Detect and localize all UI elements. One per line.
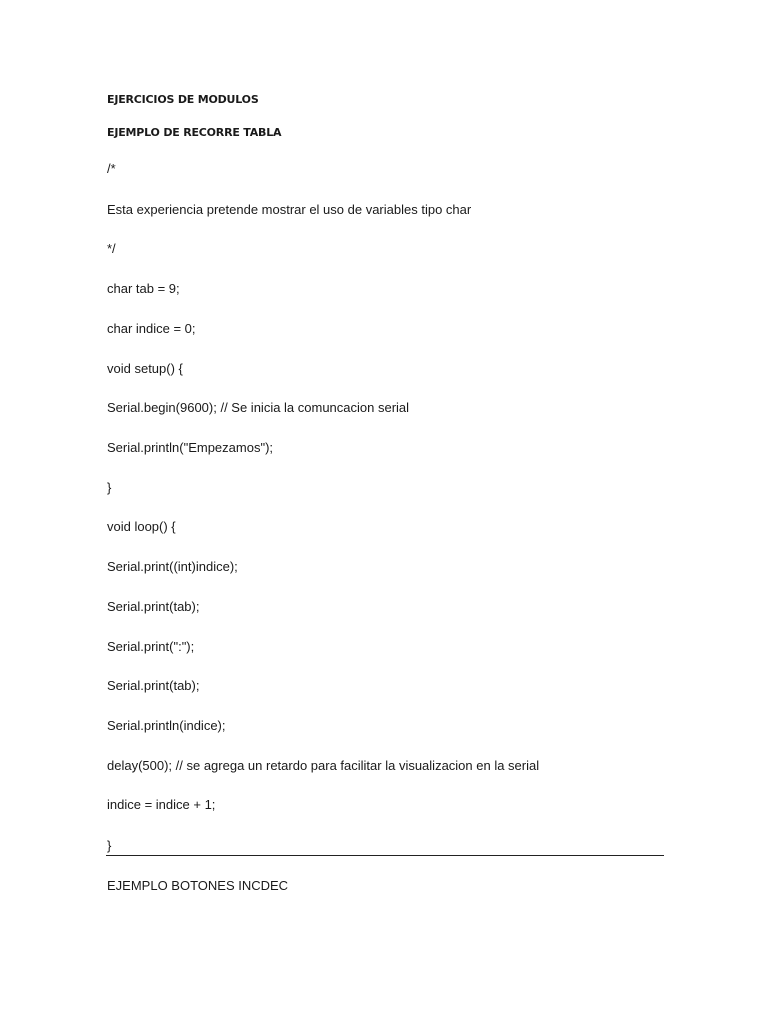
code-line: indice = indice + 1;	[107, 797, 216, 812]
code-line: */	[107, 241, 116, 256]
code-line: delay(500); // se agrega un retardo para facilitar la visualizacion en la serial	[107, 758, 540, 773]
code-line: }	[107, 480, 112, 495]
code-line: Serial.println(indice);	[107, 718, 226, 733]
code-line: Serial.print((int)indice);	[107, 559, 238, 574]
code-line: /*	[107, 161, 116, 176]
code-line: Serial.println("Empezamos");	[107, 440, 274, 455]
code-line: char indice = 0;	[107, 321, 196, 336]
code-line: Serial.print(tab);	[107, 678, 200, 693]
code-line: void loop() {	[107, 519, 176, 534]
code-line: Esta experiencia pretende mostrar el uso de variables tipo char	[107, 202, 472, 217]
code-line: Serial.print(":");	[107, 639, 195, 654]
code-line: }	[107, 838, 112, 853]
code-line: char tab = 9;	[107, 281, 180, 296]
document-title: EJERCICIOS DE MODULOS	[107, 93, 259, 106]
section-title: EJEMPLO DE RECORRE TABLA	[107, 126, 282, 139]
code-line: Serial.print(tab);	[107, 599, 200, 614]
horizontal-rule	[106, 855, 664, 856]
code-line: void setup() {	[107, 361, 183, 376]
next-section-title: EJEMPLO BOTONES INCDEC	[107, 878, 289, 893]
code-line: Serial.begin(9600); // Se inicia la comuncacion serial	[107, 400, 410, 415]
